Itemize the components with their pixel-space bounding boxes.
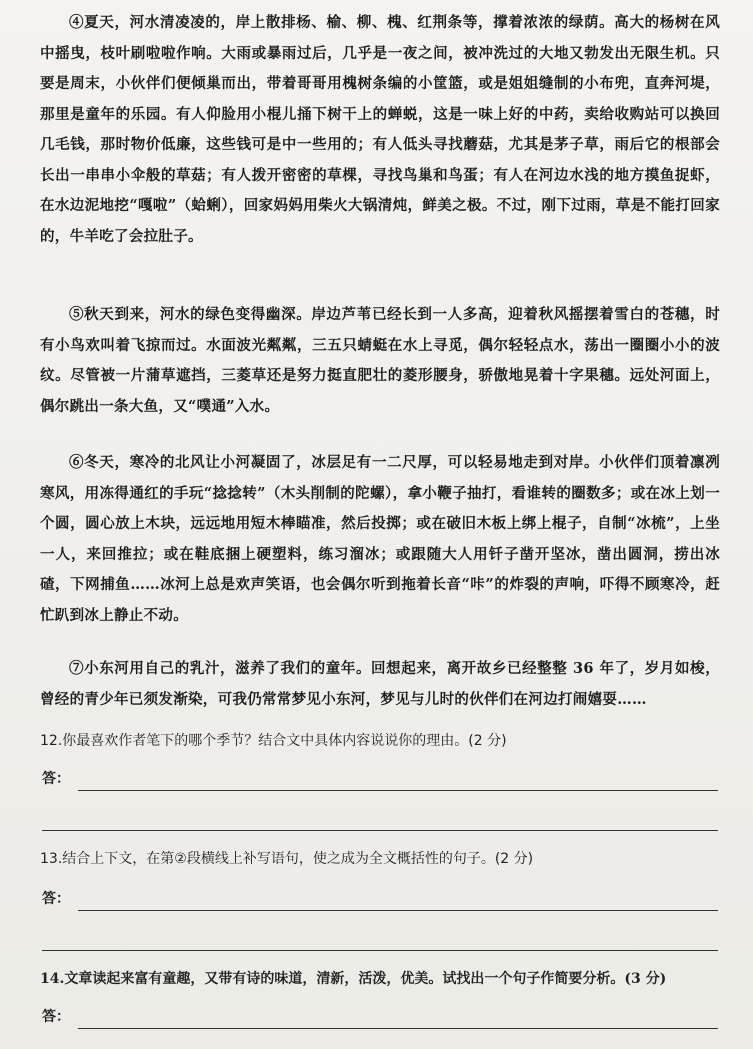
answer-label-13: 答：: [42, 891, 70, 907]
paragraph-4-summer: ④夏天，河水清凌凌的，岸上散排杨、榆、柳、槐、红荆条等，撑着浓浓的绿荫。高大的杨树在风中摇曳，枝叶刷啦啦作响。大雨或暴雨过后，几乎是一夜之间，被冲洗过的大地又勃发出无限生机。只要是周末，小伙伴们便倾巢而出，带着哥哥用槐树条编的小筐篮，或是姐姐缝制的小布兜，直奔河堤，那里是童年的乐园。有人仰脸用小棍儿捅下树干上的蝉蜕，这是一味上好的中药，卖给收购站可以换回几毛钱，那时物价低廉，这些钱可是中一些用的；有人低头寻找蘑菇，尤其是茅子草，雨后它的根部会长出一串串小伞般的草菇；有人拨开密密的草棵，寻找鸟巢和鸟蛋；有人在河边水浅的地方摸鱼捉虾，在水边泥地挖“嘎啦”（蛤蜊），回家妈妈用柴火大锅清炖，鲜美之极。不过，刚下过雨，草是不能打回家的，牛羊吃了会拉肚子。: [40, 14, 720, 245]
paragraph-7-conclusion: ⑦小东河用自己的乳汁，滋养了我们的童年。回想起来，离开故乡已经整整 36 年了，岁月如梭，曾经的青少年已须发渐染，可我仍常常梦见小东河，梦见与儿时的伙伴们在河边打闹嬉耍……: [40, 660, 720, 708]
answer-line-13a[interactable]: [78, 910, 718, 911]
paragraph-6-winter: ⑥冬天，寒冷的北风让小河凝固了，冰层足有一二尺厚，可以轻易地走到对岸。小伙伴们顶着凛冽寒风，用冻得通红的手玩“捻捻转”（木头削制的陀螺），拿小鞭子抽打，看谁转的圈数多；或在冰上划一个圆，圆心放上木块，远远地用短木棒瞄准，然后投掷；或在破旧木板上绑上棍子，自制“冰梳”，上坐一人，来回推拉；或在鞋底捆上硬塑料，练习溜冰；或跟随大人用钎子凿开坚冰，凿出圆洞，捞出冰碴，下网捕鱼……冰河上总是欢声笑语，也会偶尔听到拖着长音“咔”的炸裂的声响，吓得不顾寒冷，赶忙趴到冰上静止不动。: [40, 454, 720, 624]
paragraph-5-autumn: ⑤秋天到来，河水的绿色变得幽深。岸边芦苇已经长到一人多高，迎着秋风摇摆着雪白的苍穗，时有小鸟欢叫着飞掠而过。水面波光粼粼，三五只蜻蜓在水上寻觅，偶尔轻轻点水，荡出一圈圈小小的波纹。尽管被一片蒲草遮挡，三菱草还是努力挺直肥壮的菱形腰身，骄傲地晃着十字果穗。远处河面上，偶尔跳出一条大鱼，又“噗通”入水。: [40, 306, 720, 415]
answer-label-12: 答：: [42, 771, 70, 787]
question-12: 12.你最喜欢作者笔下的哪个季节？结合文中具体内容说说你的理由。(2 分): [40, 733, 507, 749]
answer-line-12a[interactable]: [78, 790, 718, 791]
answer-line-12b[interactable]: [42, 830, 718, 831]
answer-line-13b[interactable]: [42, 950, 718, 951]
answer-line-14a[interactable]: [78, 1028, 718, 1029]
question-13: 13.结合上下文，在第②段横线上补写语句，使之成为全文概括性的句子。(2 分): [40, 851, 534, 867]
question-14: 14.文章读起来富有童趣，又带有诗的味道，清新，活泼，优美。试找出一个句子作简要分析。(3 分): [40, 971, 667, 987]
answer-label-14: 答：: [42, 1009, 70, 1025]
